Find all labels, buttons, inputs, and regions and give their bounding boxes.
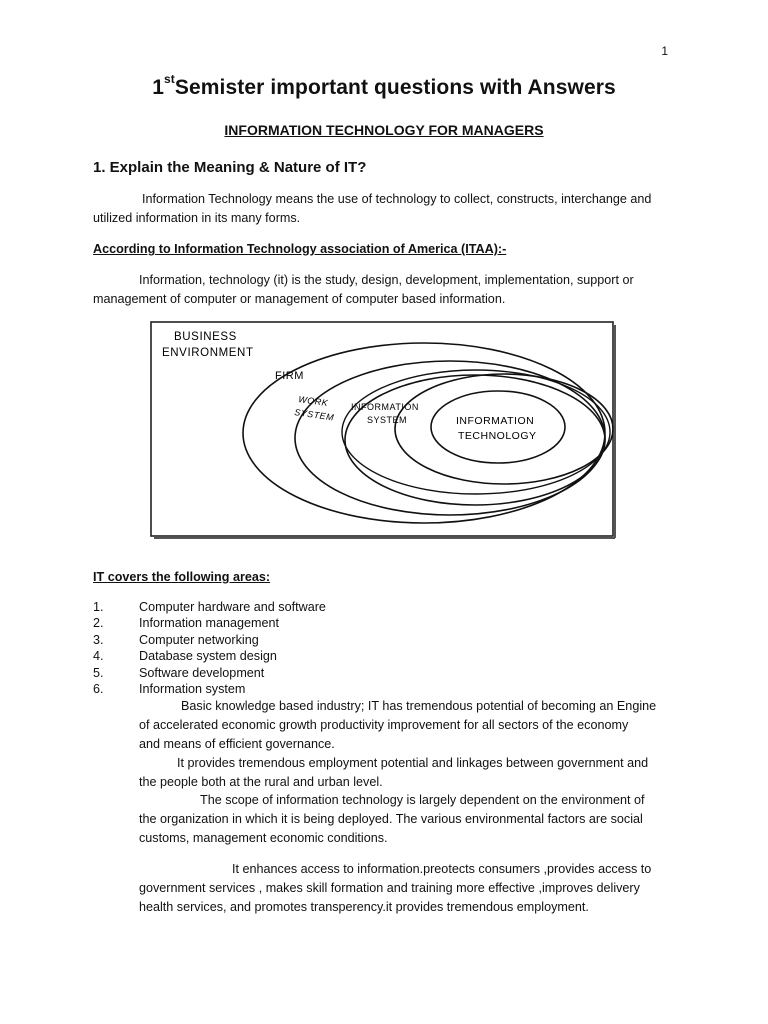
itaa-line-2: management of computer or management of computer based information.	[93, 292, 506, 306]
list-item-text: Database system design	[139, 649, 277, 664]
page-number: 1	[661, 44, 668, 58]
question-heading: 1. Explain the Meaning & Nature of IT?	[93, 159, 367, 176]
list-item-number: 5.	[93, 665, 104, 680]
document-title	[0, 72, 768, 100]
list-item	[93, 665, 326, 681]
title-superscript: st	[164, 72, 175, 86]
list-item-number: 2.	[93, 616, 104, 631]
list-item-text: Software development	[139, 665, 265, 680]
definition-line-2: utilized information in its many forms.	[93, 211, 301, 225]
body-line: government services , makes skill formation and training more effective ,improves delivery	[139, 881, 640, 895]
list-item	[93, 632, 326, 648]
list-item-number: 3.	[93, 632, 104, 647]
list-item-number: 4.	[93, 649, 104, 664]
list-item-number: 1.	[93, 600, 104, 614]
list-item	[93, 681, 326, 697]
list-item-text: Computer hardware and software	[139, 600, 326, 614]
body-line: of accelerated economic growth productivity improvement for all sectors of the economy	[139, 718, 629, 732]
itaa-line-1: Information, technology (it) is the study, design, development, implementation, support or	[139, 273, 634, 287]
body-line: the organization in which it is being deployed. The various environmental factors are social	[139, 812, 643, 826]
label-information-system-1: INFORMATION	[351, 402, 419, 412]
title-prefix: 1	[152, 76, 164, 99]
body-line: customs, management economic conditions.	[139, 831, 388, 845]
label-information-technology-2: TECHNOLOGY	[458, 430, 537, 442]
body-line: and means of efficient governance.	[139, 737, 335, 751]
itaa-heading: According to Information Technology association of America (ITAA):-	[93, 242, 507, 256]
body-line: The scope of information technology is largely dependent on the environment of	[200, 793, 645, 807]
body-line: It provides tremendous employment potential and linkages between government and	[177, 756, 649, 770]
label-firm: FIRM	[275, 370, 304, 382]
definition-line-1: Information Technology means the use of technology to collect, constructs, interchange and	[142, 192, 652, 206]
areas-heading: IT covers the following areas:	[93, 570, 271, 584]
body-paragraph-2	[139, 754, 679, 792]
label-information-technology-1: INFORMATION	[456, 415, 535, 427]
areas-list	[93, 599, 326, 697]
list-item-text: Information system	[139, 682, 246, 697]
list-item-number: 6.	[93, 682, 104, 697]
body-paragraph-3	[139, 791, 679, 848]
label-work: WORK	[297, 394, 329, 409]
body-line: health services, and promotes transperency.it provides tremendous employment.	[139, 900, 589, 914]
body-paragraph-4	[139, 860, 679, 917]
list-item	[93, 599, 326, 615]
list-item	[93, 615, 326, 631]
itaa-paragraph	[93, 271, 678, 309]
body-line: It enhances access to information.preotects consumers ,provides access to	[232, 862, 652, 876]
title-text: Semister important questions with Answers	[174, 76, 616, 99]
body-line: the people both at the rural and urban level.	[139, 775, 383, 789]
list-item-text: Information management	[139, 616, 280, 631]
list-item	[93, 648, 326, 664]
label-environment: ENVIRONMENT	[162, 347, 254, 359]
label-business: BUSINESS	[174, 331, 237, 343]
label-system: SYSTEM	[293, 407, 335, 423]
document-subtitle: INFORMATION TECHNOLOGY FOR MANAGERS	[224, 122, 544, 138]
body-line: Basic knowledge based industry; IT has tremendous potential of becoming an Engine	[181, 699, 657, 713]
definition-paragraph	[93, 190, 678, 228]
nested-systems-diagram	[148, 320, 616, 540]
label-information-system-2: SYSTEM	[367, 415, 408, 425]
list-item-text: Computer networking	[139, 632, 259, 647]
body-paragraph-1	[139, 697, 679, 754]
